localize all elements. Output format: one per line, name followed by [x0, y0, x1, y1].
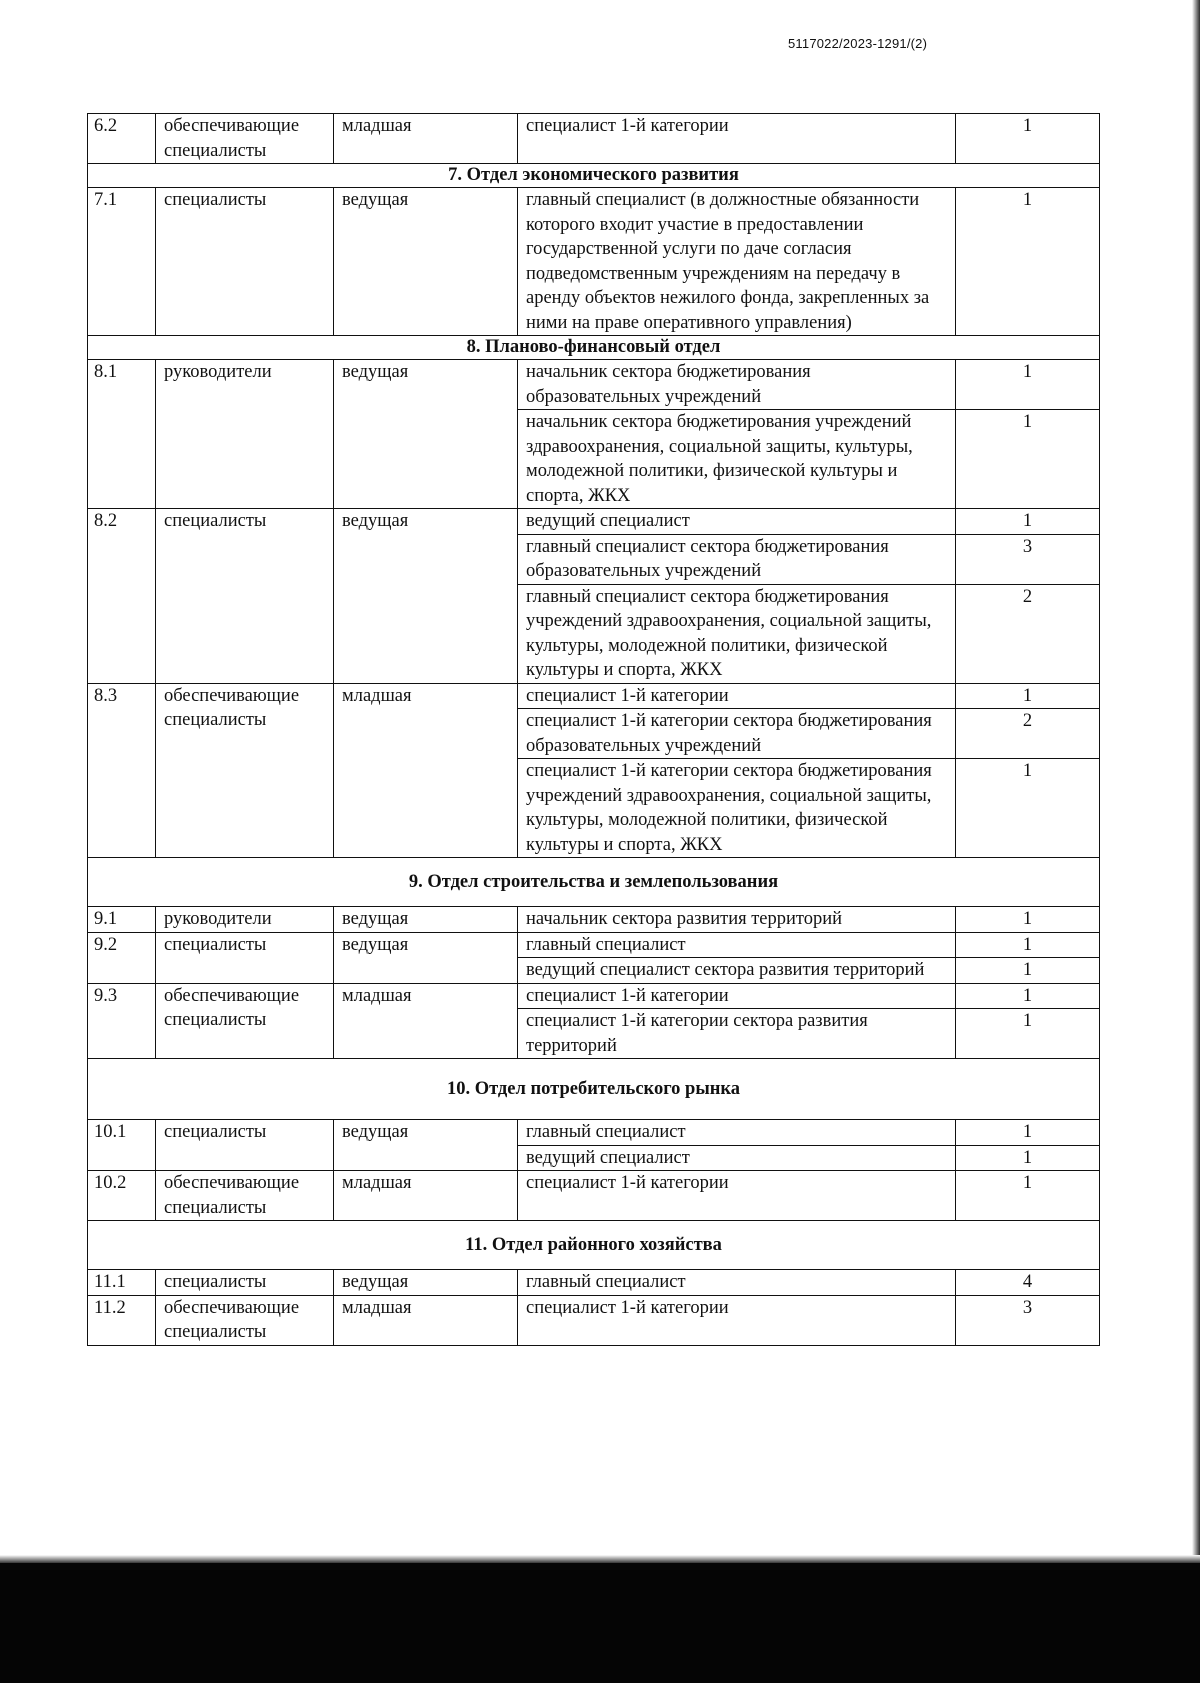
row-number: 8.2 — [88, 509, 156, 684]
table-row — [88, 1120, 1100, 1146]
position-level: ведущая — [334, 360, 518, 509]
position-count: 2 — [956, 709, 1100, 759]
table-row — [88, 360, 1100, 410]
table-row — [88, 983, 1100, 1009]
scan-shadow-edge — [1192, 0, 1200, 1563]
table-row — [88, 907, 1100, 933]
position-level: младшая — [334, 683, 518, 858]
scan-black-border — [0, 1563, 1200, 1683]
table-row — [88, 114, 1100, 164]
position-count: 3 — [956, 1295, 1100, 1345]
table-row — [88, 509, 1100, 535]
section-header-row — [88, 336, 1100, 360]
position-title: специалист 1-й категории сектора бюджетирования образовательных учреждений — [518, 709, 956, 759]
position-title: главный специалист — [518, 1270, 956, 1296]
staff-group: обеспечивающие специалисты — [156, 1171, 334, 1221]
staff-group: специалисты — [156, 932, 334, 983]
position-count: 1 — [956, 1009, 1100, 1059]
position-level: младшая — [334, 1295, 518, 1345]
row-number: 10.1 — [88, 1120, 156, 1171]
position-count: 1 — [956, 1145, 1100, 1171]
row-number: 10.2 — [88, 1171, 156, 1221]
row-number: 8.1 — [88, 360, 156, 509]
position-count: 1 — [956, 360, 1100, 410]
position-count: 1 — [956, 983, 1100, 1009]
section-title: 8. Планово-финансовый отдел — [88, 336, 1100, 360]
position-level: младшая — [334, 983, 518, 1059]
table-row — [88, 188, 1100, 336]
position-title: главный специалист сектора бюджетирования учреждений здравоохранения, социальной защиты, культуры, молодежной политики, физической культуры и спорта, ЖКХ — [518, 584, 956, 683]
table-row — [88, 683, 1100, 709]
position-title: главный специалист сектора бюджетирования образовательных учреждений — [518, 534, 956, 584]
position-title: начальник сектора бюджетирования учреждений здравоохранения, социальной защиты, культуры, молодежной политики, физической культуры и спорта, ЖКХ — [518, 410, 956, 509]
row-number: 9.3 — [88, 983, 156, 1059]
position-level: младшая — [334, 114, 518, 164]
position-level: ведущая — [334, 932, 518, 983]
position-title: ведущий специалист — [518, 1145, 956, 1171]
position-count: 1 — [956, 958, 1100, 984]
position-level: младшая — [334, 1171, 518, 1221]
position-level: ведущая — [334, 1120, 518, 1171]
table-row — [88, 1270, 1100, 1296]
staff-group: обеспечивающие специалисты — [156, 1295, 334, 1345]
position-count: 1 — [956, 907, 1100, 933]
section-title: 10. Отдел потребительского рынка — [88, 1059, 1100, 1120]
staff-group: специалисты — [156, 509, 334, 684]
table-row — [88, 1171, 1100, 1221]
position-title: главный специалист — [518, 932, 956, 958]
row-number: 11.2 — [88, 1295, 156, 1345]
position-title: специалист 1-й категории сектора бюджетирования учреждений здравоохранения, социальной защиты, культуры, молодежной политики, физической культуры и спорта, ЖКХ — [518, 759, 956, 858]
table-row — [88, 932, 1100, 958]
position-title: ведущий специалист — [518, 509, 956, 535]
section-header-row — [88, 1221, 1100, 1270]
position-level: ведущая — [334, 1270, 518, 1296]
staff-group: руководители — [156, 360, 334, 509]
staff-group: обеспечивающие специалисты — [156, 983, 334, 1059]
position-title: специалист 1-й категории — [518, 983, 956, 1009]
section-title: 7. Отдел экономического развития — [88, 164, 1100, 188]
row-number: 9.2 — [88, 932, 156, 983]
position-count: 4 — [956, 1270, 1100, 1296]
position-count: 1 — [956, 1171, 1100, 1221]
position-title: начальник сектора бюджетирования образовательных учреждений — [518, 360, 956, 410]
document-number: 5117022/2023-1291/(2) — [788, 36, 928, 51]
position-title: специалист 1-й категории — [518, 683, 956, 709]
position-title: главный специалист — [518, 1120, 956, 1146]
position-title: начальник сектора развития территорий — [518, 907, 956, 933]
table-row — [88, 1295, 1100, 1345]
position-count: 1 — [956, 509, 1100, 535]
position-title: специалист 1-й категории — [518, 1171, 956, 1221]
position-count: 1 — [956, 683, 1100, 709]
section-title: 11. Отдел районного хозяйства — [88, 1221, 1100, 1270]
staff-positions-table — [87, 113, 1100, 1346]
section-title: 9. Отдел строительства и землепользования — [88, 858, 1100, 907]
row-number: 7.1 — [88, 188, 156, 336]
staff-group: обеспечивающие специалисты — [156, 114, 334, 164]
position-title: ведущий специалист сектора развития территорий — [518, 958, 956, 984]
section-header-row — [88, 164, 1100, 188]
position-level: ведущая — [334, 907, 518, 933]
position-title: специалист 1-й категории — [518, 114, 956, 164]
staff-group: специалисты — [156, 1270, 334, 1296]
position-count: 1 — [956, 188, 1100, 336]
row-number: 6.2 — [88, 114, 156, 164]
position-level: ведущая — [334, 188, 518, 336]
position-count: 1 — [956, 1120, 1100, 1146]
row-number: 9.1 — [88, 907, 156, 933]
position-count: 3 — [956, 534, 1100, 584]
position-count: 1 — [956, 759, 1100, 858]
position-count: 1 — [956, 114, 1100, 164]
position-title: специалист 1-й категории — [518, 1295, 956, 1345]
staff-group: обеспечивающие специалисты — [156, 683, 334, 858]
position-title: специалист 1-й категории сектора развития территорий — [518, 1009, 956, 1059]
position-level: ведущая — [334, 509, 518, 684]
position-count: 1 — [956, 410, 1100, 509]
section-header-row — [88, 1059, 1100, 1120]
position-count: 1 — [956, 932, 1100, 958]
row-number: 11.1 — [88, 1270, 156, 1296]
staff-group: руководители — [156, 907, 334, 933]
staff-group: специалисты — [156, 1120, 334, 1171]
position-title: главный специалист (в должностные обязанности которого входит участие в предоставлении государственной услуги по даче согласия подведомственным учреждениям на передачу в аренду объектов нежилого фонда, закрепленных за ними на праве оперативного управления) — [518, 188, 956, 336]
section-header-row — [88, 858, 1100, 907]
row-number: 8.3 — [88, 683, 156, 858]
position-count: 2 — [956, 584, 1100, 683]
staff-group: специалисты — [156, 188, 334, 336]
